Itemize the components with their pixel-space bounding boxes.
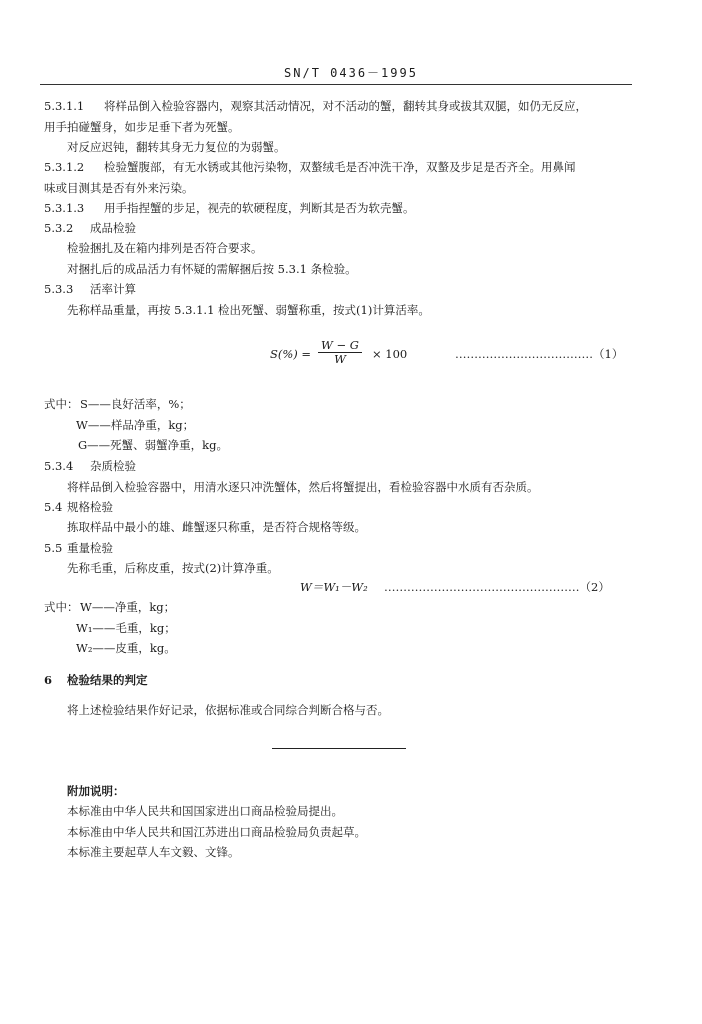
section-text-5-3-2-line2: 对捆扎后的成品活力有怀疑的需解捆后按 5.3.1 条检验。 [67, 262, 357, 276]
where-2-w1: W₁——毛重，kg； [76, 621, 176, 635]
section-text-5-3-4: 将样品倒入检验容器中，用清水逐只冲洗蟹体，然后将蟹提出，看检验容器中水质有否杂质。 [67, 480, 539, 494]
formula-1-fraction [318, 339, 362, 366]
notes-line-1: 本标准由中华人民共和国国家进出口商品检验局提出。 [67, 804, 343, 818]
section-title-5-3-2: 成品检验 [90, 221, 136, 235]
where-2-w: W——净重，kg； [80, 600, 176, 614]
document-header: SN/T 0436－1995 [284, 66, 418, 80]
section-title-5-3-3: 活率计算 [90, 282, 136, 296]
notes-line-3: 本标准主要起草人车文毅、文锋。 [67, 845, 240, 859]
section-number-5-3-3: 5.3.3 [44, 282, 74, 296]
section-text-5-4: 拣取样品中最小的雄、雌蟹逐只称重，是否符合规格等级。 [67, 520, 366, 534]
end-rule [272, 748, 406, 749]
formula-1-rhs: × 100 [372, 347, 408, 361]
where-2-w2: W₂——皮重，kg。 [76, 641, 176, 655]
formula-1-denominator: W [334, 352, 346, 366]
section-text-5-3-1-2-line1: 检验蟹腹部，有无水锈或其他污染物，双螯绒毛是否冲洗干净，双螯及步足是否齐全。用鼻闻 [104, 160, 576, 174]
formula-1-reference: ………………………………（1） [455, 347, 624, 361]
where-label-1: 式中： [44, 397, 79, 411]
section-text-5-3-3: 先称样品重量，再按 5.3.1.1 检出死蟹、弱蟹称重，按式(1)计算活率。 [67, 303, 430, 317]
section-text-5-5: 先称毛重，后称皮重，按式(2)计算净重。 [67, 561, 279, 575]
formula-1-lhs: S(%) = [270, 347, 312, 361]
section-number-5-3-1-3: 5.3.1.3 [44, 201, 85, 215]
section-number-5-3-1-1: 5.3.1.1 [44, 99, 85, 113]
section-text-5-3-1-1-line1: 将样品倒入检验容器内，观察其活动情况，对不活动的蟹，翻转其身或拔其双腿，如仍无反应， [104, 99, 587, 113]
section-number-5-3-2: 5.3.2 [44, 221, 74, 235]
formula-1-numerator: W − G [318, 339, 362, 353]
section-number-6: 6 [44, 673, 53, 687]
section-text-5-3-1-2-line2: 味或目测其是否有外来污染。 [44, 181, 194, 195]
section-text-6: 将上述检验结果作好记录，依据标准或合同综合判断合格与否。 [67, 703, 389, 717]
where-1-w: W——样品净重，kg； [76, 418, 195, 432]
header-rule [40, 84, 632, 85]
where-label-2: 式中： [44, 600, 79, 614]
section-text-5-3-1-1-line2: 用手拍碰蟹身，如步足垂下者为死蟹。 [44, 120, 240, 134]
notes-line-2: 本标准由中华人民共和国江苏进出口商品检验局负责起草。 [67, 825, 366, 839]
section-text-5-3-2-line1: 检验捆扎及在箱内排列是否符合要求。 [67, 241, 263, 255]
section-text-5-3-1-3: 用手指捏蟹的步足，视壳的软硬程度，判断其是否为软壳蟹。 [104, 201, 415, 215]
section-number-5-3-1-2: 5.3.1.2 [44, 160, 85, 174]
where-1-g: G——死蟹、弱蟹净重，kg。 [78, 438, 229, 452]
section-text-5-3-1-1-line3: 对反应迟钝，翻转其身无力复位的为弱蟹。 [67, 140, 286, 154]
section-title-5-5: 重量检验 [67, 541, 113, 555]
notes-title: 附加说明： [67, 784, 125, 798]
section-number-5-3-4: 5.3.4 [44, 459, 74, 473]
section-title-6: 检验结果的判定 [67, 673, 148, 687]
section-title-5-3-4: 杂质检验 [90, 459, 136, 473]
section-number-5-4: 5.4 [44, 500, 63, 514]
formula-2: W＝W₁－W₂ [300, 580, 368, 594]
section-title-5-4: 规格检验 [67, 500, 113, 514]
formula-2-reference: ……………………………………………（2） [384, 580, 610, 594]
section-number-5-5: 5.5 [44, 541, 63, 555]
where-1-s: S——良好活率，%； [80, 397, 191, 411]
